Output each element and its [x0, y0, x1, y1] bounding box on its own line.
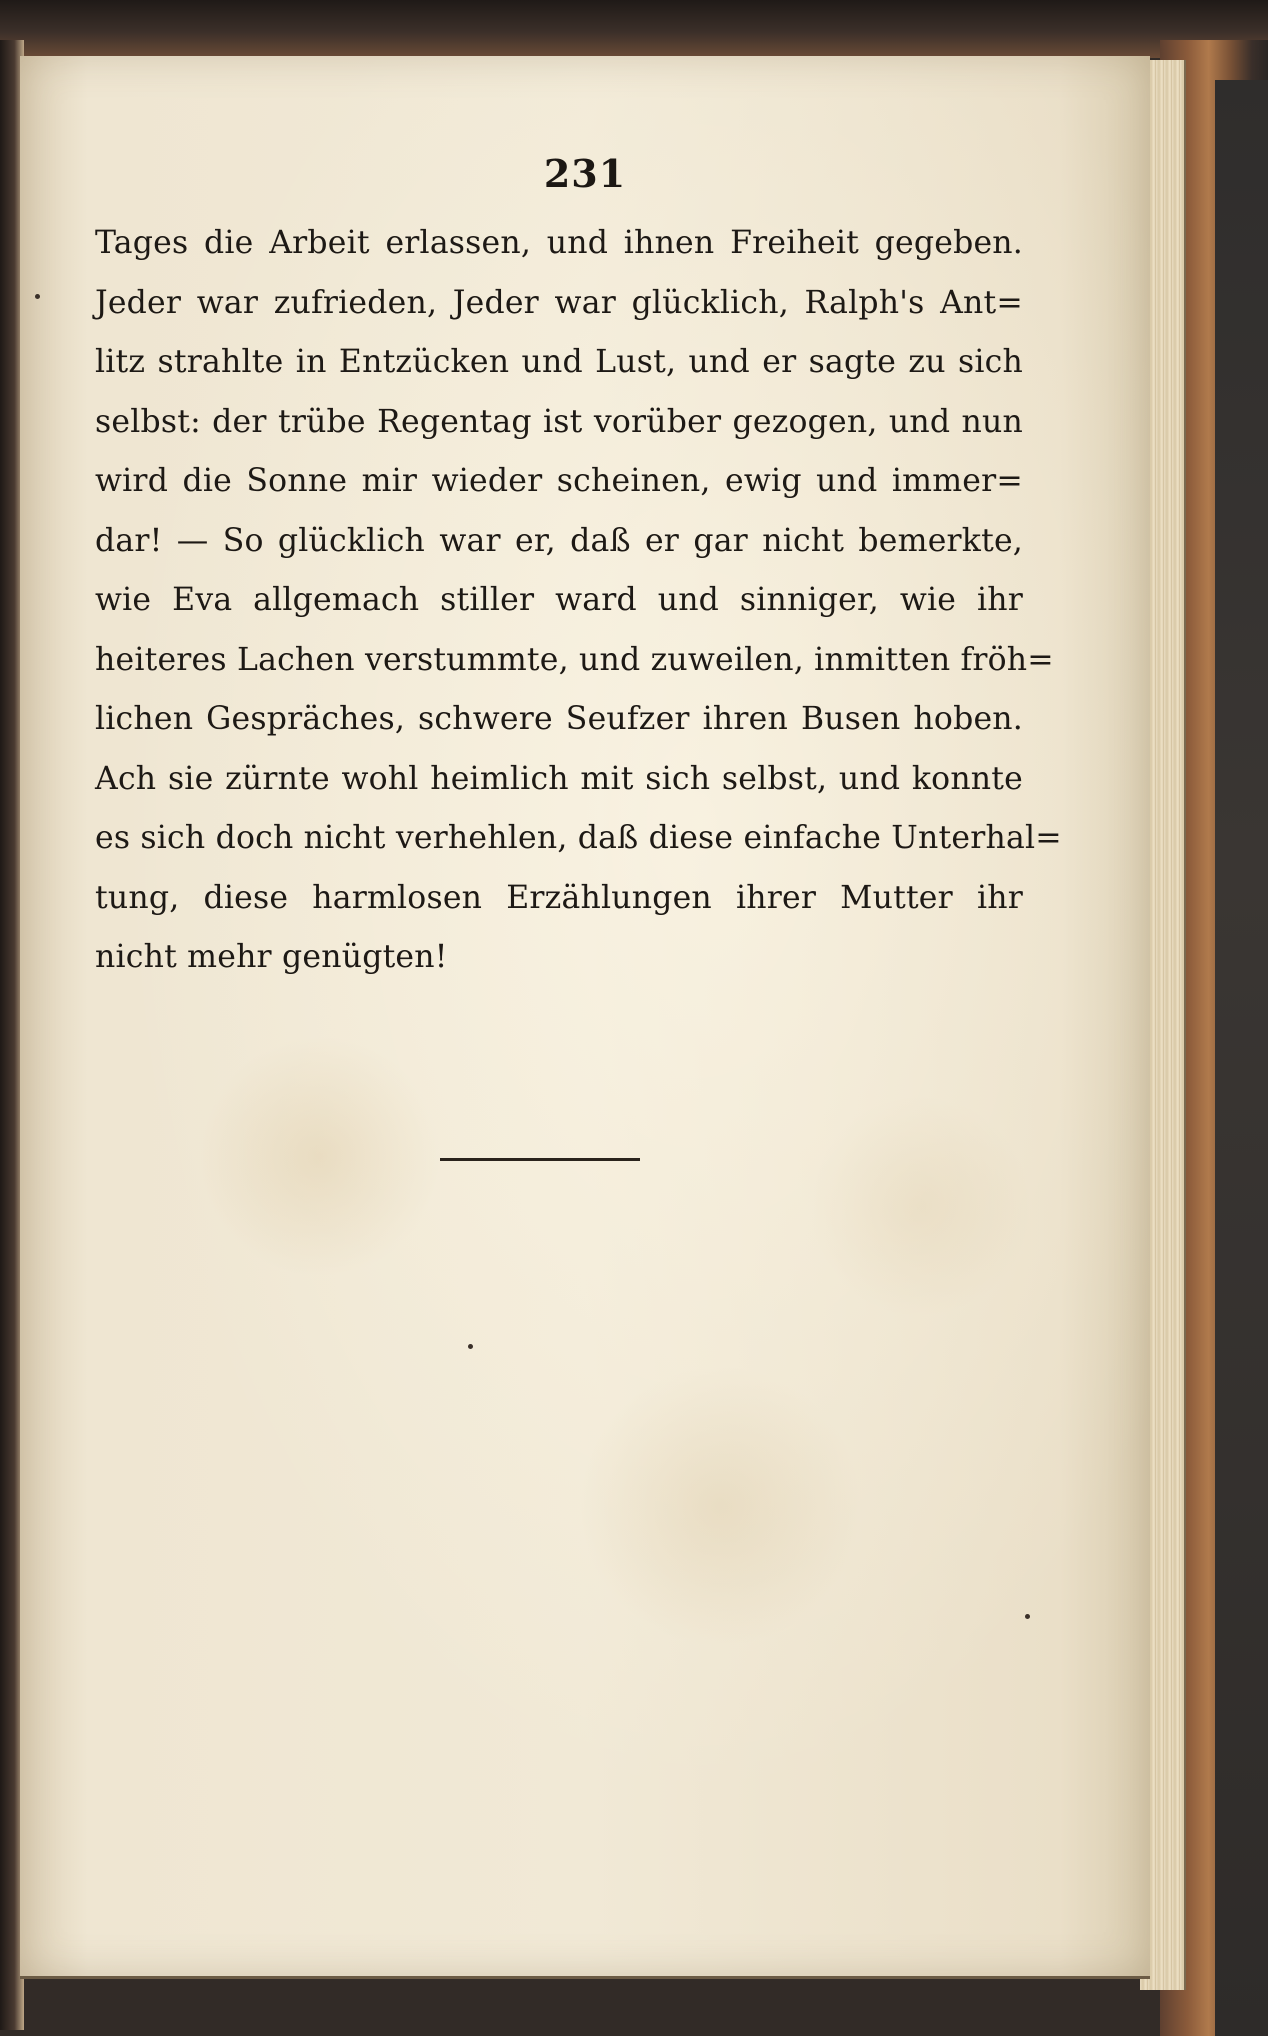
body-text — [95, 214, 1062, 988]
book-cover-edge — [1215, 80, 1268, 2036]
text-line: Ach sie zürnte wohl heimlich mit sich selbst, und konnte — [95, 760, 1023, 797]
section-divider-rule — [440, 1158, 640, 1161]
ink-speck — [35, 294, 40, 299]
text-line: dar! — So glücklich war er, daß er gar nicht bemerkte, — [95, 522, 1023, 559]
text-line: Tages die Arbeit erlassen, und ihnen Freiheit gegeben. — [95, 225, 1023, 261]
ink-speck — [1025, 1614, 1030, 1619]
book-page — [20, 56, 1150, 1979]
text-line: litz strahlte in Entzücken und Lust, und er sagte zu sich — [95, 344, 1023, 380]
ink-speck — [468, 1344, 473, 1349]
text-line: Jeder war zufrieden, Jeder war glücklich, Ralph's Ant= — [95, 284, 1023, 321]
text-line: wie Eva allgemach stiller ward und sinniger, wie ihr — [95, 582, 1023, 618]
text-line: nicht mehr genügten! — [95, 939, 448, 975]
text-line: lichen Gespräches, schwere Seufzer ihren Busen hoben. — [95, 701, 1023, 737]
text-line: heiteres Lachen verstummte, und zuweilen, inmitten fröh= — [95, 641, 1054, 678]
text-line: es sich doch nicht verhehlen, daß diese einfache Unterhal= — [95, 820, 1062, 856]
page-number: 231 — [543, 151, 627, 196]
text-line: wird die Sonne mir wieder scheinen, ewig und immer= — [95, 463, 1023, 499]
book-binding-top — [0, 0, 1268, 58]
text-line: tung, diese harmlosen Erzählungen ihrer Mutter ihr — [95, 879, 1023, 916]
text-line: selbst: der trübe Regentag ist vorüber gezogen, und nun — [95, 403, 1023, 440]
